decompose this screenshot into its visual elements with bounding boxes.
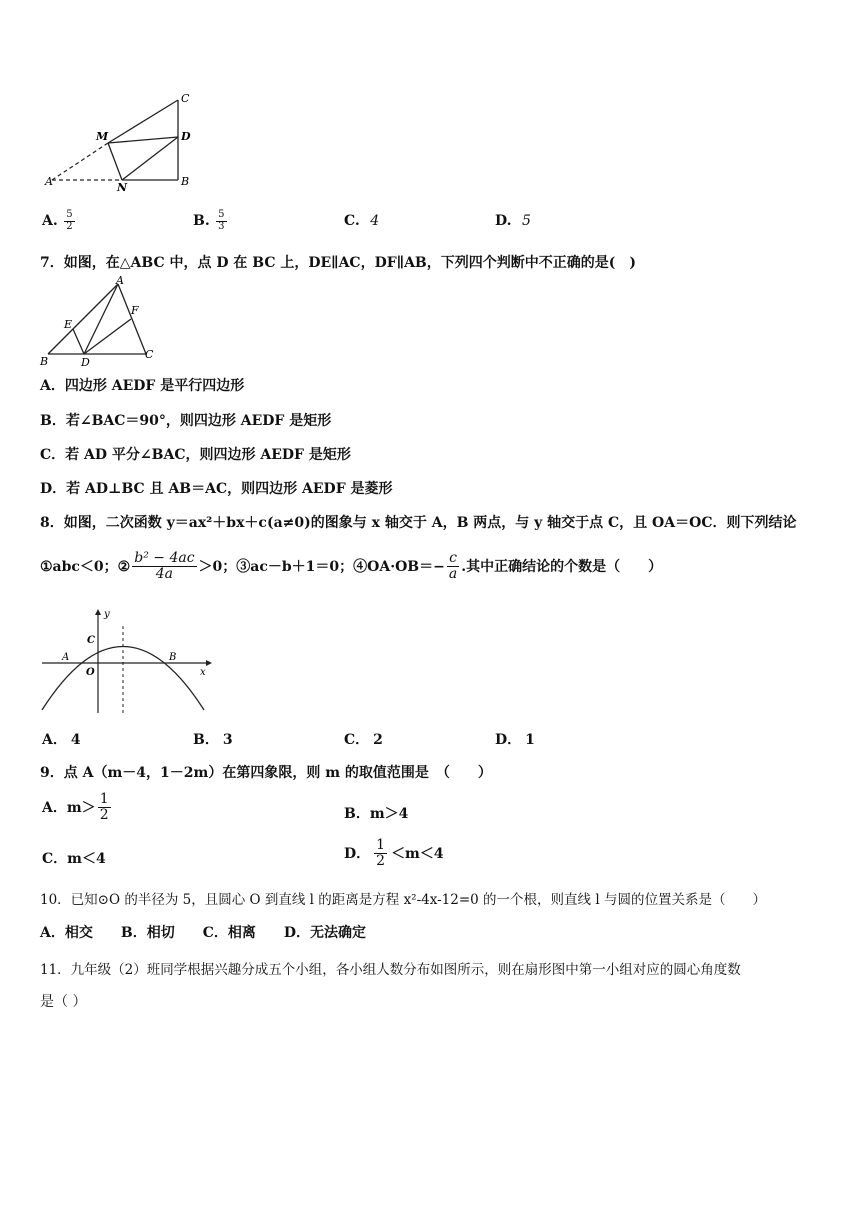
q7-figure [38,276,163,368]
q11-stem-line2: 是（ ） [40,994,87,1010]
q6-figure [40,90,200,195]
q6-label-m: M [96,130,109,143]
q7-option-d: D．若 AD⊥BC 且 AB＝AC，则四边形 AEDF 是菱形 [40,481,393,497]
q8-question-tail: .其中正确结论的个数是（ ） [461,559,663,576]
q7-label-a: A [116,276,124,287]
q8-conclusion-2-4: ＞0；③ac－b＋1＝0；④OA·OB＝− [198,559,445,576]
q9-option-c: C．m＜4 [42,851,106,867]
q8-label-c: C [87,635,95,646]
q7-label-f: F [131,304,139,317]
q7-option-c: C．若 AD 平分∠BAC，则四边形 AEDF 是矩形 [40,447,351,463]
q8-label-y: y [104,609,110,620]
q6-label-c: C [181,92,190,105]
q6-option-a-fraction: $\frac{5}{2}$ [66,209,73,232]
q8-option-d: D． 1 [495,732,535,748]
q8-conclusion-1: ①abc＜0；② [40,559,131,576]
q6-option-b [193,210,229,232]
q6-label-n: N [117,181,128,194]
q9-option-b: B．m＞4 [344,806,409,822]
q6-label-b: B [181,175,190,188]
q11-stem-line1: 11．九年级（2）班同学根据兴趣分成五个小组，各小组人数分布如图所示，则在扇形图中第一小组对应的圆心角度数 [40,962,741,978]
q8-graph [38,605,213,717]
q8-fraction-2: $\frac{c}{a}$ [448,550,458,582]
q7-label-c: C [145,348,154,361]
q6-option-a-label: A. [42,213,58,229]
q8-conclusions [40,551,662,581]
q9-option-d: D． $\frac{1}{2}$ ＜m＜4 [344,837,444,869]
q7-option-a: A．四边形 AEDF 是平行四边形 [40,378,245,394]
q8-label-b: B [169,652,177,663]
q8-label-o: O [86,667,95,678]
q9-stem: 9．点 A（m－4，1－2m）在第四象限，则 m 的取值范围是 （ ） [40,765,492,781]
q6-label-a: A [45,175,53,188]
q7-option-b: B．若∠BAC＝90°，则四边形 AEDF 是矩形 [40,413,332,429]
q6-option-d-value: 5 [521,213,531,229]
q10-stem: 10．已知⊙O 的半径为 5，且圆心 O 到直线 l 的距离是方程 x²-4x-12=0 的一个根，则直线 l 与圆的位置关系是（ ） [40,892,766,908]
q6-label-d: D [181,130,191,143]
q10-options: A．相交 B．相切 C．相离 D．无法确定 [40,925,366,941]
q6-option-c-label: C. [344,213,360,229]
q6-option-b-label: B. [193,213,210,229]
q8-option-b: B． 3 [193,732,233,748]
q6-option-d [495,213,531,229]
q6-option-b-fraction: $\frac{5}{3}$ [218,209,225,232]
q6-option-c [344,213,379,229]
q8-option-a: A． 4 [42,732,81,748]
q6-option-a [42,210,77,232]
q8-option-c: C． 2 [344,732,383,748]
q7-label-d: D [81,356,90,368]
q7-label-e: E [64,318,73,331]
q8-label-a: A [62,652,70,663]
q9-option-a: A．m＞ $\frac{1}{2}$ [42,791,109,823]
q6-option-d-label: D. [495,213,512,229]
q8-fraction-1: $\frac{\text{b² − 4ac}}{4a}$ [134,550,195,582]
q8-label-x: x [200,667,206,678]
q7-label-b: B [40,355,49,368]
q8-stem: 8．如图，二次函数 y＝ax²＋bx＋c(a≠0)的图象与 x 轴交于 A，B 两点，与 y 轴交于点 C，且 OA＝OC．则下列结论 [40,515,797,531]
q6-option-c-value: 4 [370,213,380,229]
q7-stem: 7．如图，在△ABC 中，点 D 在 BC 上，DE∥AC，DF∥AB，下列四个判断中不正确的是( ) [40,255,637,271]
